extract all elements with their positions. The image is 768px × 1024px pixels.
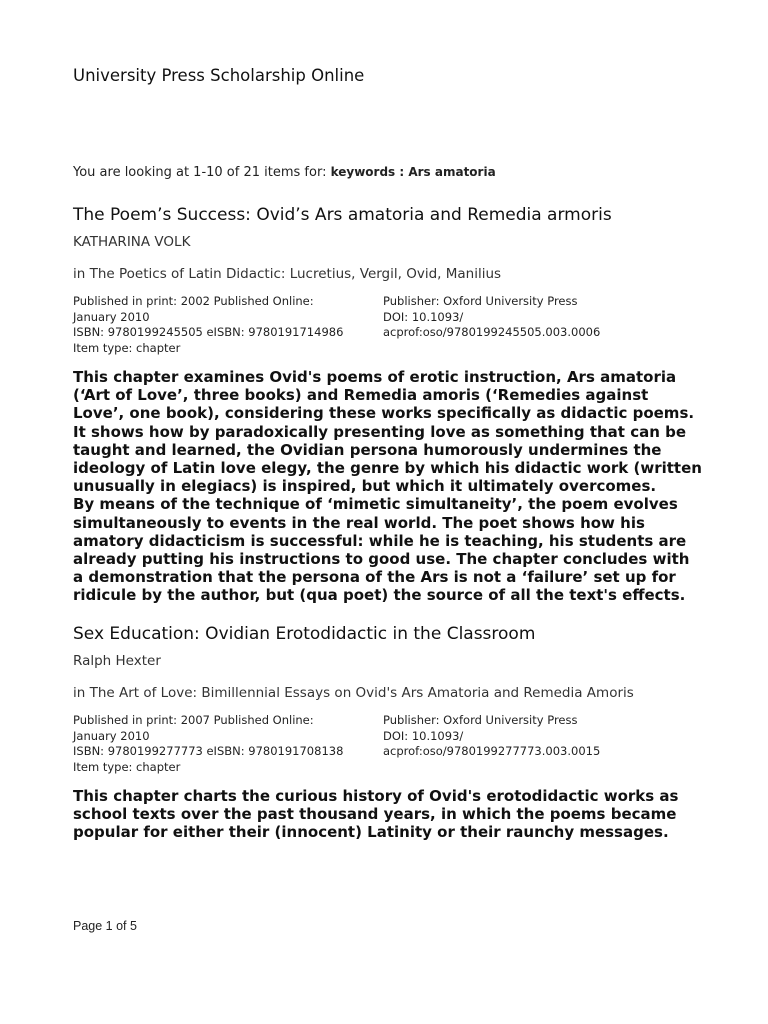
result-title[interactable]: Sex Education: Ovidian Erotodidactic in the Classroom <box>73 624 536 644</box>
item-type: Item type: chapter <box>73 759 181 774</box>
result-metadata <box>73 294 703 356</box>
doi-suffix: acprof:oso/9780199277773.003.0015 <box>383 744 601 758</box>
isbn-info: ISBN: 9780199245505 eISBN: 9780191714986 <box>73 325 344 339</box>
metadata-left <box>73 294 383 356</box>
result-source: in The Poetics of Latin Didactic: Lucretius, Vergil, Ovid, Manilius <box>73 266 502 282</box>
result-abstract <box>73 787 703 842</box>
page-number: Page 1 of 5 <box>73 919 137 933</box>
publisher-info: Publisher: Oxford University Press <box>383 713 578 727</box>
site-title: University Press Scholarship Online <box>73 66 365 85</box>
result-entry <box>73 624 703 842</box>
search-summary-text: You are looking at 1-10 of 21 items for: <box>73 165 331 180</box>
published-info: Published in print: 2007 Published Online: <box>73 713 314 727</box>
result-source: in The Art of Love: Bimillennial Essays on Ovid's Ars Amatoria and Remedia Amoris <box>73 685 634 701</box>
abstract-paragraph: By means of the technique of ‘mimetic simultaneity’, the poem evolves simultaneously to events in the real world. The poet shows how his amatory didacticism is successful: while he is teaching, his students are already putting his instructions to good use. The chapter concludes with a demonstration that the persona of the Ars is not a ‘failure’ set up for ridicule by the author, but (qua poet) the source of all the text's effects. <box>73 495 690 605</box>
published-online-date: January 2010 <box>73 728 150 743</box>
abstract-paragraph: This chapter examines Ovid's poems of erotic instruction, Ars amatoria (‘Art of Love’, three books) and Remedia amoris (‘Remedies against Love’, one book), considering these works specifically as didactic poems. It shows how by paradoxically presenting love as something that can be taught and learned, the Ovidian persona humorously undermines the ideology of Latin love elegy, the genre by which his didactic work (written unusually in elegiacs) is inspired, but which it ultimately overcomes. <box>73 368 702 496</box>
published-info: Published in print: 2002 Published Online: <box>73 294 314 308</box>
publisher-info: Publisher: Oxford University Press <box>383 294 578 308</box>
result-title[interactable]: The Poem’s Success: Ovid’s Ars amatoria and Remedia armoris <box>73 205 612 225</box>
doi-suffix: acprof:oso/9780199245505.003.0006 <box>383 325 601 339</box>
metadata-right <box>383 713 693 775</box>
isbn-info: ISBN: 9780199277773 eISBN: 9780191708138 <box>73 744 344 758</box>
doi-info: DOI: 10.1093/ <box>383 309 464 324</box>
metadata-left <box>73 713 383 775</box>
result-metadata <box>73 713 703 775</box>
metadata-right <box>383 294 693 356</box>
doi-info: DOI: 10.1093/ <box>383 728 464 743</box>
result-abstract <box>73 368 703 605</box>
result-author: KATHARINA VOLK <box>73 234 191 250</box>
result-author: Ralph Hexter <box>73 653 161 669</box>
search-summary <box>73 165 496 180</box>
result-entry <box>73 205 703 605</box>
abstract-paragraph: This chapter charts the curious history of Ovid's erotodidactic works as school texts over the past thousand years, in which the poems became popular for either their (innocent) Latinity or their raunchy messages. <box>73 787 679 842</box>
item-type: Item type: chapter <box>73 340 181 355</box>
published-online-date: January 2010 <box>73 309 150 324</box>
search-keywords: keywords : Ars amatoria <box>330 165 496 179</box>
